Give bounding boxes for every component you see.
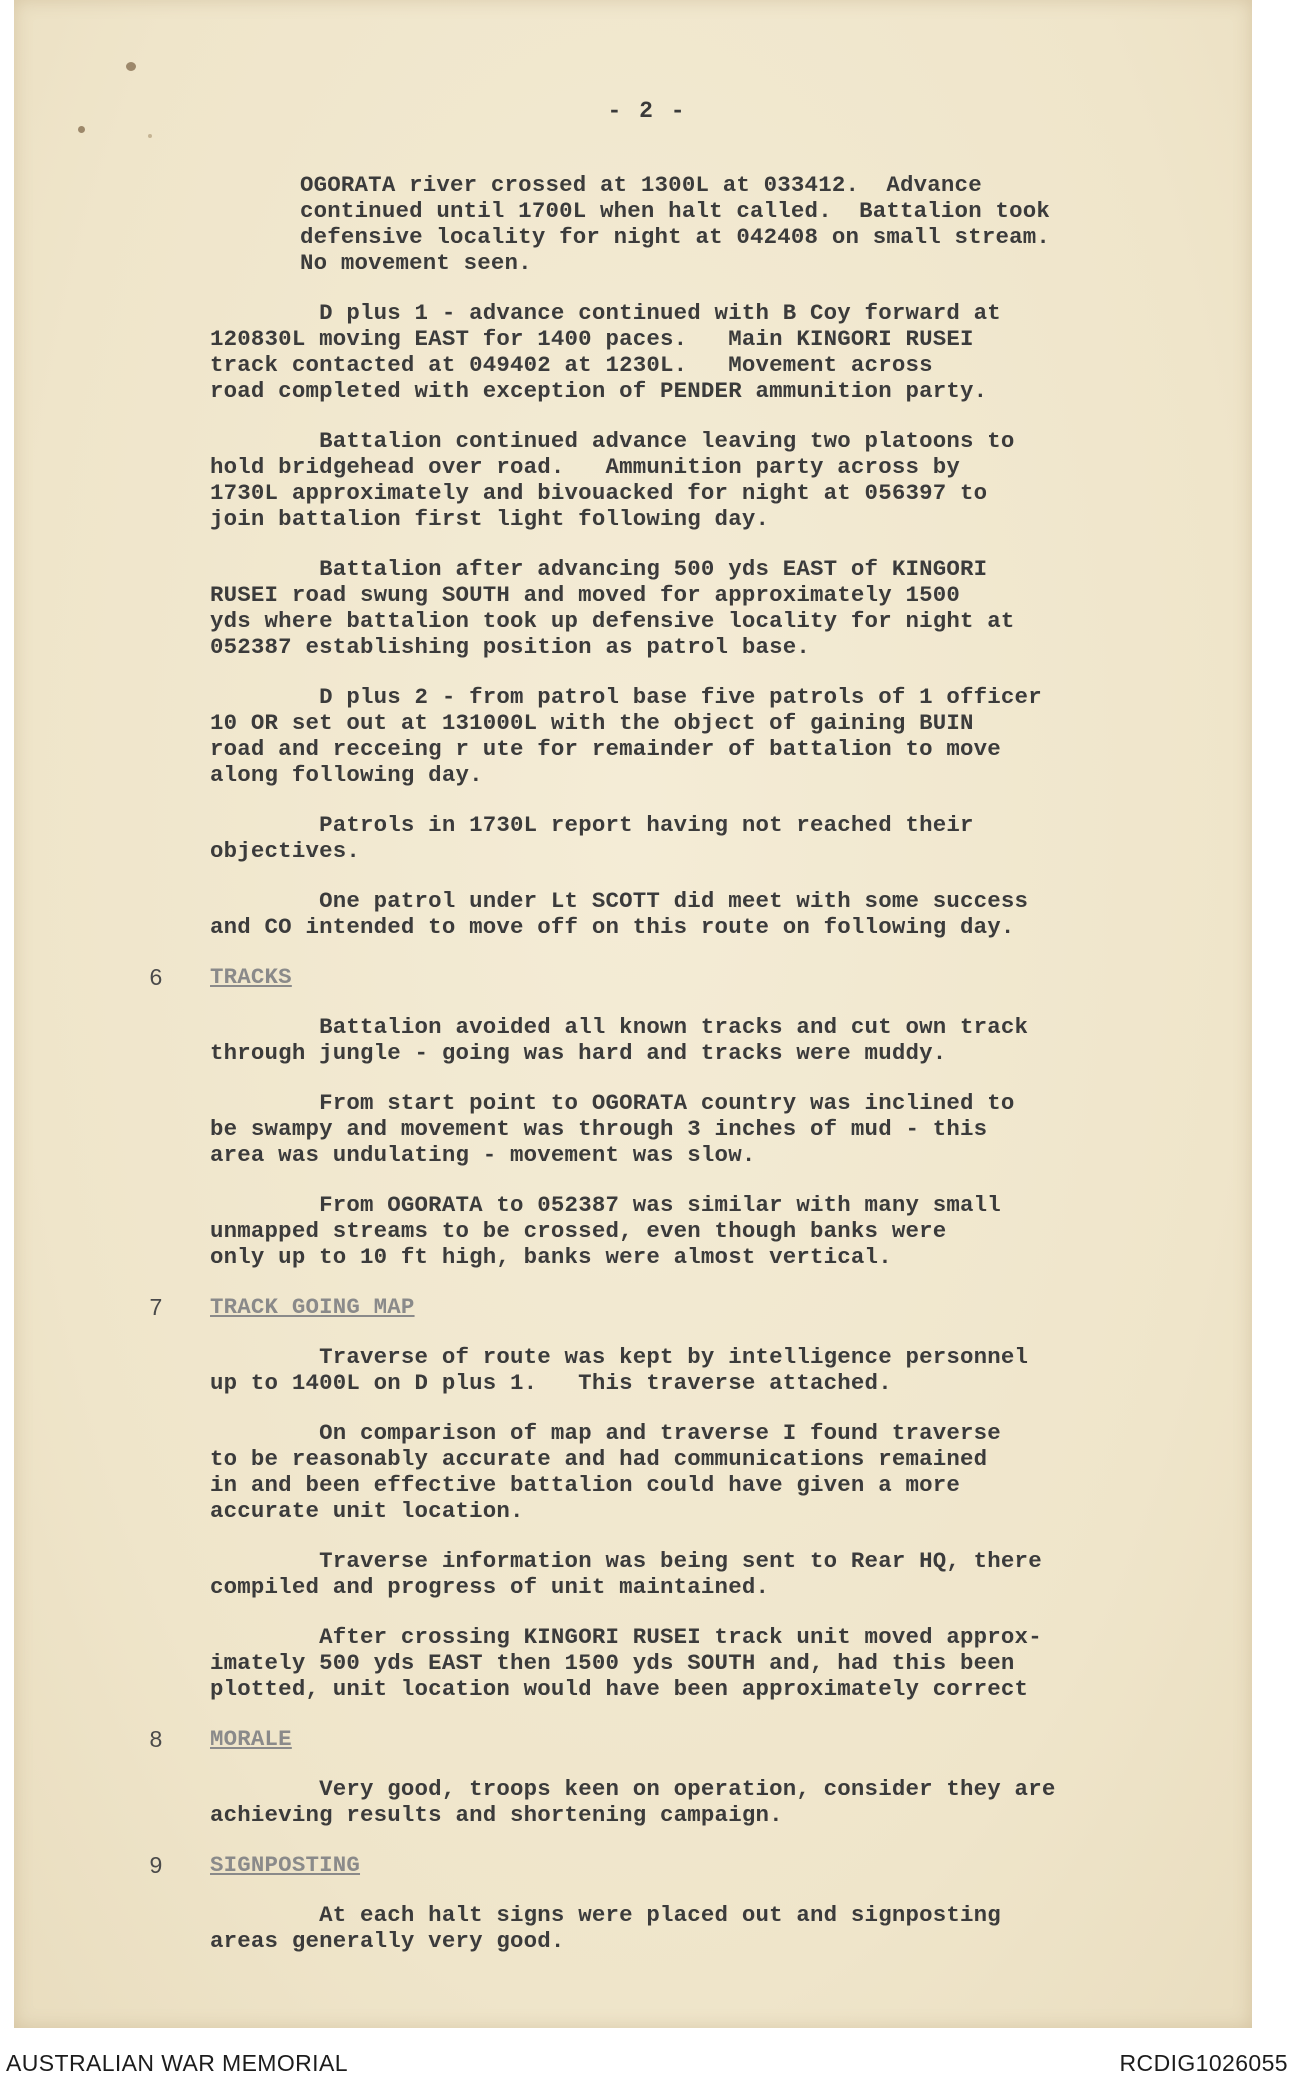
- document-body: [149, 172, 1230, 1978]
- section-number: 9: [149, 1852, 163, 1878]
- section-number: 6: [149, 964, 163, 990]
- section-tracks: [149, 964, 1230, 1270]
- paragraph: D plus 1 - advance continued with B Coy forward at 120830L moving EAST for 1400 paces. Main KINGORI RUSEI track contacted at 049402 at 1230L. Movement across road completed with exception of PENDER ammunition party.: [210, 300, 1001, 404]
- section-track-going-map: [149, 1294, 1230, 1702]
- paragraph: Battalion continued advance leaving two platoons to hold bridgehead over road. Ammunition party across by 1730L approximately and bivouacked for night at 056397 to join battalion first light following day.: [210, 428, 1015, 532]
- paragraph: Very good, troops keen on operation, consider they are achieving results and shortening campaign.: [210, 1776, 1056, 1828]
- stain-mark: [78, 126, 85, 133]
- archive-name: AUSTRALIAN WAR MEMORIAL: [6, 2050, 348, 2076]
- paragraph: D plus 2 - from patrol base five patrols of 1 officer 10 OR set out at 131000L with the object of gaining BUIN road and recceing r ute for remainder of battalion to move along following day.: [210, 684, 1042, 788]
- section-signposting: [149, 1852, 1230, 1954]
- stain-mark: [126, 62, 136, 71]
- record-id: RCDIG1026055: [1119, 2050, 1288, 2076]
- paragraph: Battalion avoided all known tracks and cut own track through jungle - going was hard and tracks were muddy.: [210, 1014, 1029, 1066]
- paragraph: Traverse of route was kept by intelligence personnel up to 1400L on D plus 1. This traverse attached.: [210, 1344, 1029, 1396]
- intro-paragraphs: [210, 172, 1230, 940]
- paragraph: From OGORATA to 052387 was similar with many small unmapped streams to be crossed, even though banks were only up to 10 ft high, banks were almost vertical.: [210, 1192, 1001, 1270]
- archive-footer: [0, 2044, 1294, 2082]
- paragraph: After crossing KINGORI RUSEI track unit moved approx- imately 500 yds EAST then 1500 yds SOUTH and, had this been plotted, unit location would have been approximately correct: [210, 1624, 1042, 1702]
- paragraph: At each halt signs were placed out and signposting areas generally very good.: [210, 1902, 1001, 1954]
- paragraph: Traverse information was being sent to Rear HQ, there compiled and progress of unit maintained.: [210, 1548, 1042, 1600]
- section-number: 7: [149, 1294, 163, 1320]
- paragraph: On comparison of map and traverse I found traverse to be reasonably accurate and had communications remained in and been effective battalion could have given a more accurate unit location.: [210, 1420, 1001, 1524]
- section-heading: MORALE: [210, 1726, 292, 1752]
- section-heading: TRACK GOING MAP: [210, 1294, 415, 1320]
- section-heading: TRACKS: [210, 964, 292, 990]
- paragraph: Battalion after advancing 500 yds EAST of KINGORI RUSEI road swung SOUTH and moved for approximately 1500 yds where battalion took up defensive locality for night at 052387 establishing position as patrol base.: [210, 556, 1015, 660]
- section-heading: SIGNPOSTING: [210, 1852, 361, 1878]
- section-morale: [149, 1726, 1230, 1828]
- paragraph: OGORATA river crossed at 1300L at 033412. Advance continued until 1700L when halt called. Battalion took defensive locality for night at 042408 on small stream. No movement seen.: [300, 172, 1051, 276]
- paragraph: From start point to OGORATA country was inclined to be swampy and movement was through 3 inches of mud - this area was undulating - movement was slow.: [210, 1090, 1015, 1168]
- paragraph: One patrol under Lt SCOTT did meet with some success and CO intended to move off on this route on following day.: [210, 888, 1029, 940]
- section-number: 8: [149, 1726, 163, 1752]
- stain-mark: [148, 134, 152, 138]
- paragraph: Patrols in 1730L report having not reached their objectives.: [210, 812, 974, 864]
- page-number: - 2 -: [607, 98, 687, 124]
